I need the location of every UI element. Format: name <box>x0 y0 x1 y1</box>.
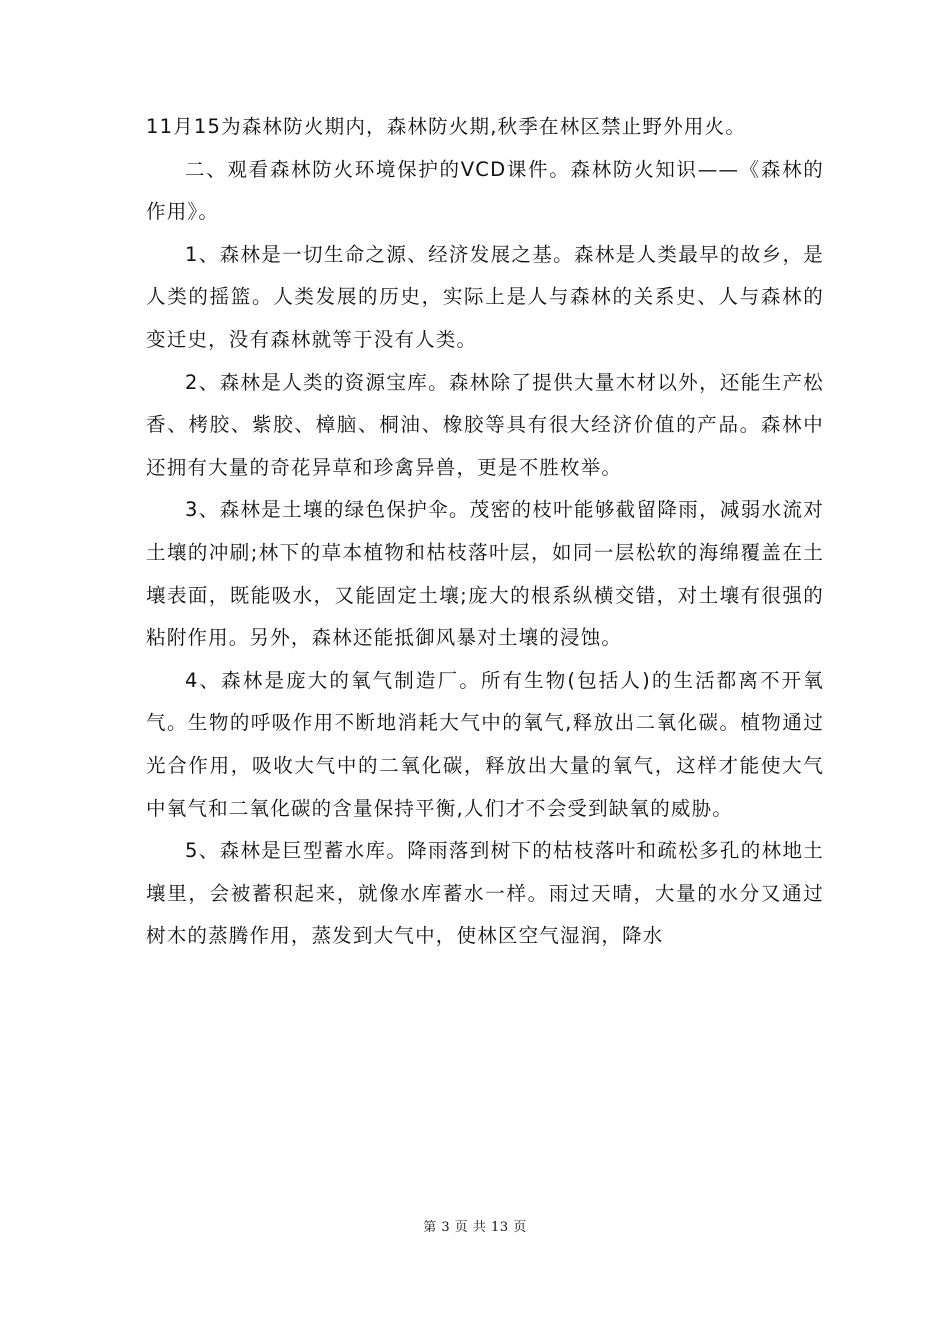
page-number: 第 3 页 共 13 页 <box>423 1220 527 1235</box>
paragraph-point-4: 4、森林是庞大的氧气制造厂。所有生物(包括人)的生活都离不开氧气。生物的呼吸作用不断地消耗大气中的氧气,释放出二氧化碳。植物通过光合作用，吸收大气中的二氧化碳，释放出大量的氧气，这样才能使大气中氧气和二氧化碳的含量保持平衡,人们才不会受到缺氧的威胁。 <box>146 668 824 820</box>
paragraph-point-1: 1、森林是一切生命之源、经济发展之基。森林是人类最早的故乡，是人类的摇篮。人类发展的历史，实际上是人与森林的关系史、人与森林的变迁史，没有森林就等于没有人类。 <box>146 242 824 351</box>
paragraph-point-3: 3、森林是土壤的绿色保护伞。茂密的枝叶能够截留降雨，减弱水流对土壤的冲刷;林下的草本植物和枯枝落叶层，如同一层松软的海绵覆盖在土壤表面，既能吸水，又能固定土壤;庞大的根系纵横交错，对土壤有很强的粘附作用。另外，森林还能抵御风暴对土壤的浸蚀。 <box>146 498 824 650</box>
paragraph-point-5: 5、森林是巨型蓄水库。降雨落到树下的枯枝落叶和疏松多孔的林地土壤里，会被蓄积起来，就像水库蓄水一样。雨过天晴，大量的水分又通过树木的蒸腾作用，蒸发到大气中，使林区空气湿润，降水 <box>146 839 824 948</box>
paragraph-point-2: 2、森林是人类的资源宝库。森林除了提供大量木材以外，还能生产松香、栲胶、紫胶、樟脑、桐油、橡胶等具有很大经济价值的产品。森林中还拥有大量的奇花异草和珍禽异兽，更是不胜枚举。 <box>146 370 824 479</box>
paragraph-fire-season: 11月15为森林防火期内，森林防火期,秋季在林区禁止野外用火。 <box>146 115 747 138</box>
paragraph-vcd-course: 二、观看森林防火环境保护的VCD课件。森林防火知识——《森林的作用》。 <box>146 157 824 224</box>
document-body <box>146 106 824 958</box>
